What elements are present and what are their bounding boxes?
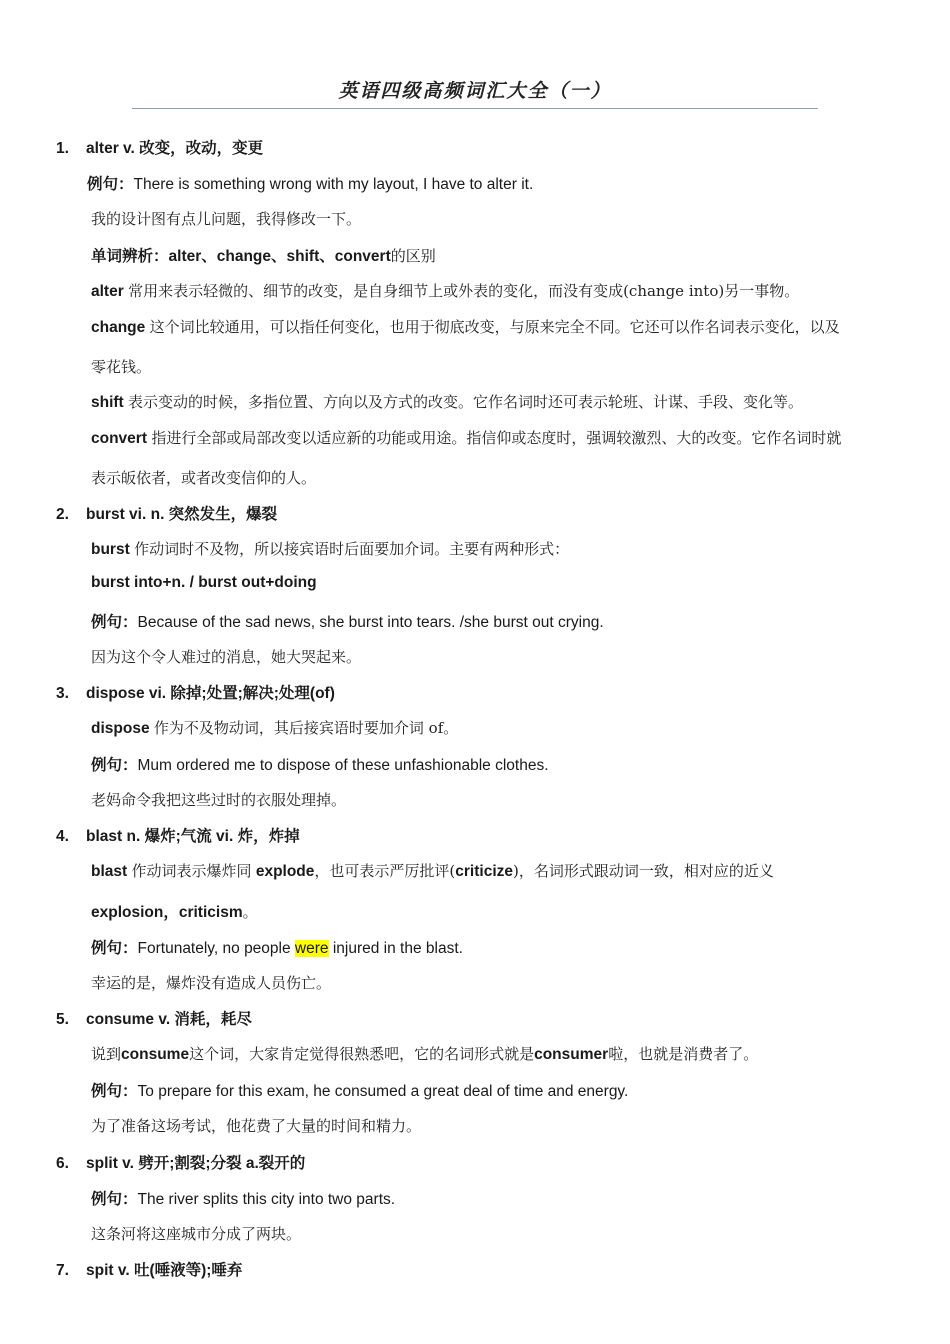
example-sentence [91,753,549,775]
entry-heading [56,136,263,158]
entry-number: 2. [56,506,69,523]
example-translation: 老妈命令我把这些过时的衣服处理掉。 [91,791,347,809]
analysis-tail: 的区别 [390,247,436,265]
example-translation: 因为这个令人难过的消息，她大哭起来。 [91,648,362,666]
analysis-paragraph [91,280,799,301]
usage-note [91,860,774,881]
word-analysis [91,244,436,266]
example-translation: 我的设计图有点儿问题，我得修改一下。 [91,210,362,228]
usage-term: explosion，criticism [91,904,243,921]
analysis-term: convert [91,430,147,447]
title-underline [132,108,818,109]
entry-number: 6. [56,1155,69,1172]
analysis-label: 单词辨析： [91,248,169,265]
example-translation: 为了准备这场考试，他花费了大量的时间和精力。 [91,1117,422,1135]
usage-term: burst [91,541,130,558]
example-translation: 这条河将这座城市分成了两块。 [91,1225,302,1243]
entry-heading [56,1007,252,1029]
entry-heading [56,1151,305,1173]
usage-term: dispose [91,720,150,737]
usage-text: 作为不及物动词，其后接宾语时要加介词 of。 [153,719,459,737]
entry-heading [56,824,300,846]
highlighted-word: were [294,940,329,957]
usage-text: 啦，也就是消费者了。 [608,1045,759,1063]
entry-headword: blast n. 爆炸;气流 vi. 炸，炸掉 [86,828,300,845]
usage-note [91,538,569,559]
example-text: Mum ordered me to dispose of these unfashionable clothes. [137,757,549,774]
example-text: injured in the blast. [328,940,463,957]
entry-number: 3. [56,685,69,702]
entry-headword: split v. 劈开;割裂;分裂 a.裂开的 [86,1155,306,1172]
entry-number: 4. [56,828,69,845]
entry-headword: alter v. 改变，改动，变更 [86,140,264,157]
example-label: 例句： [91,1191,138,1208]
analysis-paragraph [91,316,840,337]
entry-headword: consume v. 消耗，耗尽 [86,1011,252,1028]
example-text: To prepare for this exam, he consumed a great deal of time and energy. [137,1083,629,1100]
example-text: The river splits this city into two parts. [137,1191,396,1208]
example-text: There is something wrong with my layout, I have to alter it. [133,176,534,193]
usage-text: )，名词形式跟动词一致，相对应的近义 [513,862,774,880]
example-sentence [91,1187,395,1209]
document-title: 英语四级高频词汇大全（一） [338,80,612,102]
example-text: Because of the sad news, she burst into tears. /she burst out crying. [137,614,604,631]
analysis-term: alter [91,283,124,300]
example-label: 例句： [91,1083,138,1100]
usage-text: ，也可表示严厉批评( [314,862,456,880]
usage-term: explode [255,863,315,880]
example-label: 例句： [91,614,138,631]
usage-term: consumer [534,1046,609,1063]
usage-term: blast [91,863,128,880]
example-translation: 幸运的是，爆炸没有造成人员伤亡。 [91,974,332,992]
entry-heading [56,1258,242,1280]
analysis-words: alter、change、shift、convert [168,248,391,265]
usage-note [91,1043,758,1064]
entry-heading [56,502,277,524]
analysis-text-continued: 零花钱。 [91,358,152,376]
example-sentence [91,936,463,958]
analysis-text: 常用来表示轻微的、细节的改变，是自身细节上或外表的变化，而没有变成(change into)另一事物。 [128,282,800,300]
entry-number: 5. [56,1011,69,1028]
entry-headword: spit v. 吐(唾液等);唾弃 [86,1262,243,1279]
entry-number: 1. [56,140,69,157]
example-sentence [91,610,604,632]
analysis-paragraph [91,427,841,448]
usage-text: 作动词时不及物，所以接宾语时后面要加介词。主要有两种形式： [134,540,570,558]
usage-term: criticize [455,863,513,880]
analysis-term: change [91,319,146,336]
example-sentence [91,1079,628,1101]
usage-text: 作动词表示爆炸同 [131,862,252,880]
usage-note [91,717,458,738]
usage-forms: burst into+n. / burst out+doing [91,574,317,591]
analysis-paragraph [91,391,803,412]
analysis-text: 指进行全部或局部改变以适应新的功能或用途。指信仰或态度时，强调较激烈、大的改变。它作名词时就 [151,429,842,447]
entry-heading [56,681,335,703]
example-text: Fortunately, no people [137,940,295,957]
example-label: 例句： [91,940,138,957]
analysis-term: shift [91,394,124,411]
analysis-text: 表示变动的时候，多指位置、方向以及方式的改变。它作名词时还可表示轮班、计谋、手段、变化等。 [128,393,804,411]
usage-text: 。 [242,903,258,921]
entry-number: 7. [56,1262,69,1279]
usage-text: 说到 [91,1045,122,1063]
example-sentence [87,172,533,194]
usage-note-continued [91,900,258,922]
analysis-text: 这个词比较通用，可以指任何变化，也用于彻底改变，与原来完全不同。它还可以作名词表示变化，以及 [149,318,840,336]
entry-headword: dispose vi. 除掉;处置;解决;处理(of) [86,685,335,702]
usage-text: 这个词，大家肯定觉得很熟悉吧，它的名词形式就是 [189,1045,535,1063]
example-label: 例句： [91,757,138,774]
entry-headword: burst vi. n. 突然发生，爆裂 [86,506,278,523]
example-label: 例句： [87,176,134,193]
analysis-text-continued: 表示皈依者，或者改变信仰的人。 [91,469,317,487]
usage-term: consume [121,1046,190,1063]
